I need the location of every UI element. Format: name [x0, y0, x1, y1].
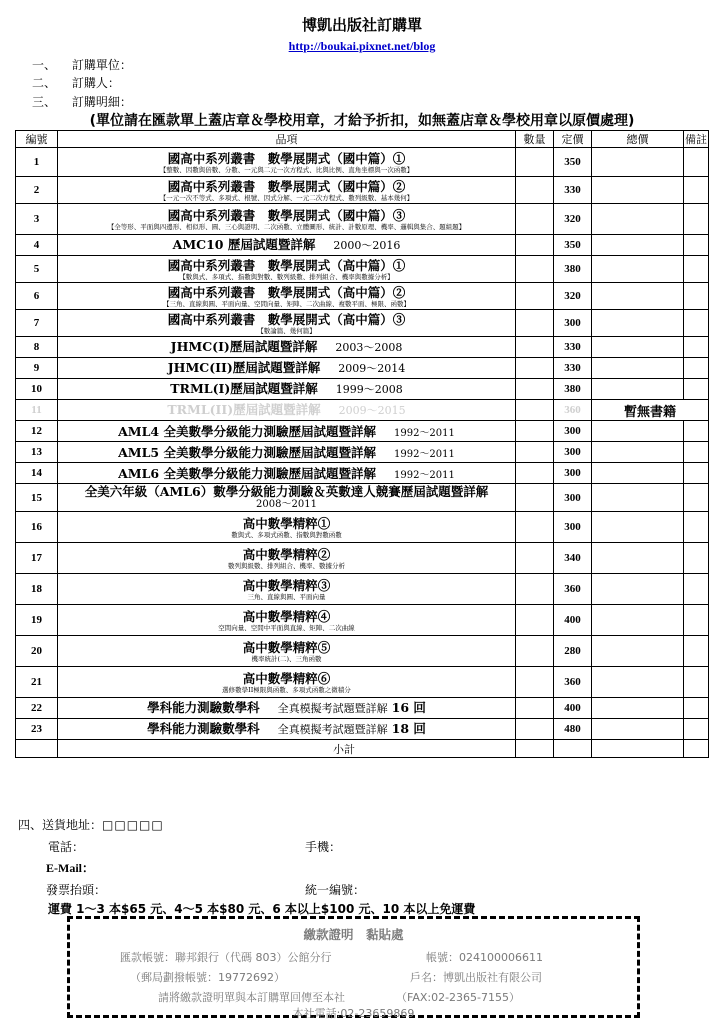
item-price: 300: [554, 484, 592, 512]
item-years: 2009～2014: [338, 362, 406, 375]
quantity-cell[interactable]: [516, 512, 554, 543]
item-years: 2009～2015: [338, 404, 406, 417]
item-number: 15: [16, 484, 58, 512]
table-header-row: [16, 131, 709, 148]
table-row: [16, 667, 709, 698]
quantity-cell[interactable]: [516, 337, 554, 358]
item-years: 1999～2008: [335, 383, 403, 396]
tax-id-label: 統一編號：: [305, 883, 366, 897]
item-description: [58, 605, 516, 636]
item-title: 國高中系列叢書 數學展開式（高中篇）①: [167, 257, 406, 273]
email-label: E-Mail：: [46, 861, 94, 875]
quantity-cell[interactable]: [516, 719, 554, 740]
phone-label: 電話：: [48, 840, 85, 854]
remarks-cell[interactable]: [684, 574, 709, 605]
item-price: 280: [554, 636, 592, 667]
total-cell[interactable]: [592, 719, 684, 740]
item-price: 300: [554, 442, 592, 463]
quantity-cell[interactable]: [516, 148, 554, 177]
shipping-label: 四、送貨地址：: [18, 818, 103, 832]
quantity-cell[interactable]: [516, 310, 554, 337]
item-title: 國高中系列叢書 數學展開式（國中篇）①: [167, 150, 406, 166]
item-title: 國高中系列叢書 數學展開式（高中篇）②: [167, 284, 406, 300]
item-price: 330: [554, 337, 592, 358]
table-row: [16, 358, 709, 379]
table-row: [16, 204, 709, 235]
office-phone: 本社電話:02-23659869: [292, 1007, 415, 1020]
item-extra: 全真模擬考試題暨詳解: [277, 702, 388, 715]
item-count: 18 回: [391, 721, 426, 736]
subtotal-quantity-cell[interactable]: [516, 740, 554, 758]
table-row: [16, 463, 709, 484]
table-row: [16, 400, 709, 421]
item-number: 2: [16, 177, 58, 204]
remarks-cell[interactable]: [684, 442, 709, 463]
remarks-cell[interactable]: [684, 379, 709, 400]
remarks-cell[interactable]: [684, 310, 709, 337]
item-number: 10: [16, 379, 58, 400]
item-title: 學科能力測驗數學科: [147, 721, 260, 736]
item-description: [58, 400, 516, 421]
remarks-cell[interactable]: [684, 463, 709, 484]
field-label: 訂購人：: [71, 76, 120, 90]
item-title: JHMC(I)歷屆試題暨詳解: [170, 339, 318, 354]
col-header-quantity: 數量: [516, 131, 554, 148]
field-label: 訂購單位：: [71, 58, 132, 72]
item-number: 21: [16, 667, 58, 698]
item-price: 380: [554, 379, 592, 400]
item-title: 國高中系列叢書 數學展開式（國中篇）③: [167, 207, 406, 223]
item-status: 暫無書籍: [623, 404, 676, 420]
item-number: 23: [16, 719, 58, 740]
table-row: [16, 421, 709, 442]
form-title: 博凱出版社訂購單: [301, 16, 422, 34]
table-row: [16, 512, 709, 543]
remarks-cell[interactable]: [684, 512, 709, 543]
item-subtitle: 【數與式、多項式、指數與對數、數列級數、排列組合、機率與數據分析】: [179, 272, 394, 281]
item-number: 1: [16, 148, 58, 177]
item-extra: 全真模擬考試題暨詳解: [277, 723, 388, 736]
item-number: 11: [16, 400, 58, 421]
quantity-cell[interactable]: [516, 177, 554, 204]
total-cell[interactable]: [592, 283, 684, 310]
item-title: 國高中系列叢書 數學展開式（國中篇）②: [167, 178, 406, 194]
item-count: 16 回: [391, 700, 426, 715]
item-years: 1992～2011: [393, 469, 455, 481]
col-header-number: 編號: [16, 131, 58, 148]
item-years: 1992～2011: [393, 448, 455, 460]
item-number: 19: [16, 605, 58, 636]
remarks-cell[interactable]: [684, 235, 709, 256]
account-holder: 戶名：博凱出版社有限公司: [410, 971, 542, 984]
quantity-cell[interactable]: [516, 484, 554, 512]
item-subtitle: 【一元一次不等式、多項式、根號、因式分解、一元二次方程式、數列級數、基本幾何】: [159, 193, 414, 202]
item-title: 高中數學精粹⑥: [242, 670, 331, 686]
item-title: AML6 全美數學分級能力測驗歷屆試題暨詳解: [118, 465, 376, 481]
item-title: AML5 全美數學分級能力測驗歷屆試題暨詳解: [118, 444, 376, 460]
item-price: 380: [554, 256, 592, 283]
item-description: [58, 484, 516, 512]
total-cell[interactable]: [592, 177, 684, 204]
remarks-cell[interactable]: [684, 421, 709, 442]
remarks-cell[interactable]: [684, 484, 709, 512]
item-status-cell: [592, 400, 709, 421]
total-cell[interactable]: [592, 337, 684, 358]
item-subtitle: 三角、直線與圓、平面向量: [247, 592, 326, 601]
item-number: 12: [16, 421, 58, 442]
item-title: 高中數學精粹④: [242, 608, 331, 624]
quantity-cell[interactable]: [516, 358, 554, 379]
item-number: 22: [16, 698, 58, 719]
quantity-cell[interactable]: [516, 235, 554, 256]
item-description: [58, 148, 516, 177]
item-title: 高中數學精粹③: [242, 577, 331, 593]
subtotal-label: 小計: [58, 740, 516, 758]
item-price: 350: [554, 148, 592, 177]
total-cell[interactable]: [592, 310, 684, 337]
item-description: [58, 574, 516, 605]
item-subtitle: 【三角、直線與圓、平面向量、空間向量、矩陣、二次曲線、複數平面、極限、函數】: [163, 299, 410, 308]
item-price: 400: [554, 698, 592, 719]
item-years: 2000～2016: [333, 239, 401, 252]
item-number: 8: [16, 337, 58, 358]
item-description: [58, 636, 516, 667]
item-description: [58, 421, 516, 442]
table-row: [16, 177, 709, 204]
quantity-cell[interactable]: [516, 283, 554, 310]
table-row: [16, 148, 709, 177]
item-description: [58, 310, 516, 337]
item-title: 學科能力測驗數學科: [147, 700, 260, 715]
item-years: 1992～2011: [393, 427, 455, 439]
payment-proof-title: 繳款證明 黏貼處: [303, 927, 404, 942]
item-subtitle: 【數論篇、幾何篇】: [257, 326, 316, 335]
item-number: 9: [16, 358, 58, 379]
invoice-title-label: 發票抬頭：: [46, 883, 107, 897]
remarks-cell[interactable]: [684, 148, 709, 177]
col-header-remarks: 備註: [684, 131, 709, 148]
total-cell[interactable]: [592, 484, 684, 512]
item-number: 3: [16, 204, 58, 235]
remarks-cell[interactable]: [684, 337, 709, 358]
item-years: 2003～2008: [335, 341, 403, 354]
table-row: [16, 283, 709, 310]
total-cell[interactable]: [592, 574, 684, 605]
item-price: 340: [554, 543, 592, 574]
blog-link[interactable]: http://boukai.pixnet.net/blog: [288, 39, 436, 53]
item-description: [58, 177, 516, 204]
item-price: 360: [554, 667, 592, 698]
item-title: 高中數學精粹⑤: [242, 639, 331, 655]
table-row: [16, 698, 709, 719]
item-price: 320: [554, 283, 592, 310]
remarks-cell[interactable]: [684, 204, 709, 235]
quantity-cell[interactable]: [516, 379, 554, 400]
section-number: 二、: [32, 76, 57, 90]
order-table: [15, 130, 709, 758]
total-cell[interactable]: [592, 379, 684, 400]
item-description: [58, 283, 516, 310]
item-price: 330: [554, 177, 592, 204]
remarks-cell[interactable]: [684, 543, 709, 574]
table-row: [16, 636, 709, 667]
total-cell[interactable]: [592, 358, 684, 379]
item-price: 330: [554, 358, 592, 379]
item-subtitle: 選修數學II極限與函數、多項式函數之微積分: [222, 685, 351, 694]
item-number: 20: [16, 636, 58, 667]
col-header-total: 總價: [592, 131, 684, 148]
section-number: 一、: [32, 58, 57, 72]
item-description: [58, 512, 516, 543]
table-row: [16, 442, 709, 463]
item-number: 5: [16, 256, 58, 283]
postal-code-boxes[interactable]: □□□□□: [102, 818, 164, 832]
item-number: 18: [16, 574, 58, 605]
payment-proof-box: [67, 916, 640, 1018]
item-price: 300: [554, 512, 592, 543]
col-header-item: 品項: [58, 131, 516, 148]
total-cell[interactable]: [592, 605, 684, 636]
quantity-cell[interactable]: [516, 204, 554, 235]
section-number: 三、: [32, 95, 57, 109]
item-number: 14: [16, 463, 58, 484]
item-title: 高中數學精粹②: [242, 546, 331, 562]
mobile-label: 手機：: [305, 840, 342, 854]
item-subtitle: 【整數、因數與倍數、分數、一元與二元一次方程式、比與比例、直角坐標與一次函數】: [159, 165, 414, 174]
item-title: TRML(II)歷屆試題暨詳解: [167, 402, 321, 417]
total-cell[interactable]: [592, 543, 684, 574]
total-cell[interactable]: [592, 235, 684, 256]
item-description: [58, 256, 516, 283]
item-price: 300: [554, 463, 592, 484]
table-row: [16, 337, 709, 358]
quantity-cell[interactable]: [516, 400, 554, 421]
postal-transfer-account: （郵局劃撥帳號：19772692）: [130, 971, 285, 984]
item-price: 300: [554, 421, 592, 442]
item-description: [58, 463, 516, 484]
item-price: 480: [554, 719, 592, 740]
total-cell[interactable]: [592, 442, 684, 463]
item-subtitle: 機率統計(二)、三角函數: [251, 654, 322, 663]
total-cell[interactable]: [592, 636, 684, 667]
table-row: [16, 543, 709, 574]
shipping-address: [18, 816, 164, 833]
item-number: 4: [16, 235, 58, 256]
item-price: 300: [554, 310, 592, 337]
item-description: [58, 719, 516, 740]
quantity-cell[interactable]: [516, 574, 554, 605]
total-cell[interactable]: [592, 512, 684, 543]
item-description: [58, 698, 516, 719]
item-title: 國高中系列叢書 數學展開式（高中篇）③: [167, 311, 406, 327]
item-description: [58, 543, 516, 574]
item-price: 360: [554, 400, 592, 421]
item-description: [58, 358, 516, 379]
quantity-cell[interactable]: [516, 421, 554, 442]
item-description: [58, 337, 516, 358]
discount-note: (單位請在匯款單上蓋店章＆學校用章，才給予折扣，如無蓋店章＆學校用章以原價處理): [89, 113, 635, 129]
item-description: [58, 667, 516, 698]
item-price: 350: [554, 235, 592, 256]
total-cell[interactable]: [592, 667, 684, 698]
table-row: [16, 379, 709, 400]
item-price: 360: [554, 574, 592, 605]
item-description: [58, 379, 516, 400]
item-subtitle: 數與式、多項式函數、指數與對數函數: [231, 530, 342, 539]
item-number: 7: [16, 310, 58, 337]
item-number: 16: [16, 512, 58, 543]
table-row: [16, 484, 709, 512]
subtotal-total-cell[interactable]: [592, 740, 684, 758]
item-title: TRML(I)歷屆試題暨詳解: [170, 381, 318, 396]
bank-account-info: 匯款帳號：聯邦銀行（代碼 803）公館分行: [120, 951, 332, 964]
table-row: [16, 235, 709, 256]
order-detail-field: [32, 93, 132, 110]
item-title: 高中數學精粹①: [242, 515, 331, 531]
account-number: 帳號：024100006611: [426, 951, 543, 964]
table-row: [16, 719, 709, 740]
item-number: 17: [16, 543, 58, 574]
quantity-cell[interactable]: [516, 256, 554, 283]
total-cell[interactable]: [592, 256, 684, 283]
fax-number: （FAX:02-2365-7155）: [396, 991, 521, 1004]
quantity-cell[interactable]: [516, 442, 554, 463]
remarks-cell[interactable]: [684, 719, 709, 740]
item-subtitle: 【全等形、平面與四邊形、相似形、圓、三心與證明、二次函數、立體圖形、統計、計數原理、機率、邏輯與集合、題組題】: [107, 222, 466, 231]
item-title: 全美六年級（AML6）數學分級能力測驗＆英數達人競賽歷屆試題暨詳解: [84, 484, 489, 499]
quantity-cell[interactable]: [516, 543, 554, 574]
table-row: [16, 256, 709, 283]
item-subtitle: 數列與級數、排列組合、機率、數據分析: [228, 561, 345, 570]
item-subtitle: 空間向量、空間中平面與直線、矩陣、二次曲線: [218, 623, 355, 632]
item-description: [58, 442, 516, 463]
remarks-cell[interactable]: [684, 177, 709, 204]
item-price: 320: [554, 204, 592, 235]
remarks-cell[interactable]: [684, 605, 709, 636]
quantity-cell[interactable]: [516, 463, 554, 484]
col-header-price: 定價: [554, 131, 592, 148]
order-unit-field: [32, 56, 132, 73]
remarks-cell[interactable]: [684, 283, 709, 310]
shipping-fee-note: 運費 1～3 本$65 元、4～5 本$80 元、6 本以上$100 元、10 本以上免運費: [48, 902, 476, 916]
table-row: [16, 605, 709, 636]
table-row: [16, 310, 709, 337]
total-cell[interactable]: [592, 421, 684, 442]
send-instruction: 請將繳款證明單與本訂購單回傳至本社: [158, 991, 345, 1004]
total-cell[interactable]: [592, 204, 684, 235]
field-label: 訂購明細：: [71, 95, 132, 109]
quantity-cell[interactable]: [516, 636, 554, 667]
subtotal-row: [16, 740, 709, 758]
remarks-cell[interactable]: [684, 667, 709, 698]
total-cell[interactable]: [592, 148, 684, 177]
orderer-field: [32, 74, 120, 91]
item-price: 400: [554, 605, 592, 636]
item-title: AMC10 歷屆試題暨詳解: [172, 237, 316, 252]
quantity-cell[interactable]: [516, 667, 554, 698]
item-number: 13: [16, 442, 58, 463]
item-title: AML4 全美數學分級能力測驗歷屆試題暨詳解: [118, 423, 376, 439]
remarks-cell[interactable]: [684, 636, 709, 667]
remarks-cell[interactable]: [684, 698, 709, 719]
quantity-cell[interactable]: [516, 605, 554, 636]
item-description: [58, 204, 516, 235]
table-row: [16, 574, 709, 605]
item-description: [58, 235, 516, 256]
remarks-cell[interactable]: [684, 256, 709, 283]
total-cell[interactable]: [592, 698, 684, 719]
item-subtitle: 2008～2011: [256, 499, 317, 510]
quantity-cell[interactable]: [516, 698, 554, 719]
item-number: 6: [16, 283, 58, 310]
item-title: JHMC(II)歷屆試題暨詳解: [167, 360, 321, 375]
total-cell[interactable]: [592, 463, 684, 484]
remarks-cell[interactable]: [684, 358, 709, 379]
